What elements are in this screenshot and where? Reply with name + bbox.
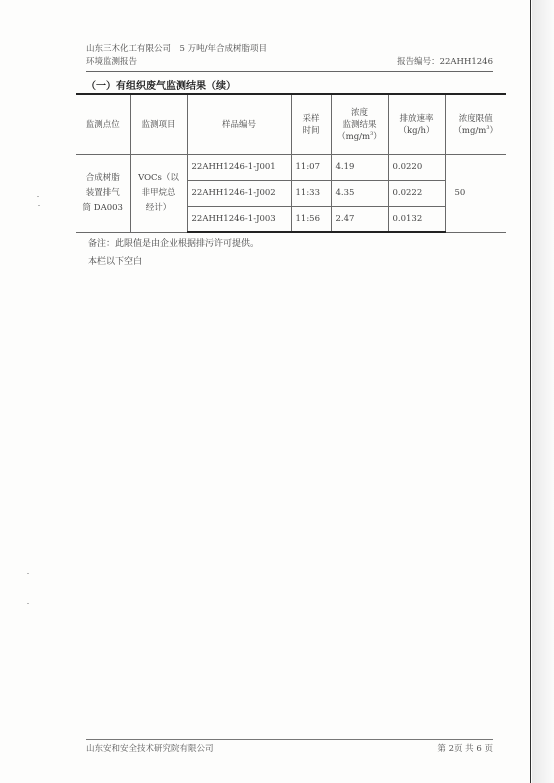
header-conc-sup: 3 — [370, 131, 374, 138]
header-limit-close: ） — [489, 126, 499, 137]
header-rate — [388, 95, 445, 154]
header-report-type: 环境监测报告 — [86, 57, 138, 67]
header-sample-no: 样品编号 — [187, 95, 291, 154]
header-conc-close: ） — [373, 132, 382, 143]
header-time-line1: 采样 — [302, 114, 320, 125]
item-line: VOCs（以 — [138, 172, 179, 183]
header-conc-unit-line — [336, 130, 384, 142]
header-limit-unit-line — [450, 124, 503, 136]
header-rule — [86, 71, 493, 72]
notes — [88, 235, 259, 271]
emission-rate-cell: 0.0222 — [388, 180, 445, 206]
header-row — [86, 56, 493, 69]
monitoring-item-cell — [130, 154, 187, 232]
concentration-cell: 2.47 — [331, 206, 388, 232]
header-rate-line1: 排放速率 — [399, 114, 434, 125]
header-item: 监测项目 — [130, 95, 187, 154]
header-point: 监测点位 — [76, 95, 130, 154]
header-limit-line1: 浓度限值 — [458, 114, 493, 125]
section-title: （一）有组织废气监测结果（续） — [86, 81, 236, 92]
point-line: 合成树脂 — [85, 172, 120, 183]
header-conc-unit: （mg/m — [337, 132, 371, 143]
sample-time-cell: 11:07 — [291, 154, 331, 180]
limit-cell: 50 — [445, 154, 506, 232]
header-rate-unit: （kg/h） — [398, 126, 435, 137]
monitoring-point-cell — [76, 154, 130, 232]
header-time — [291, 95, 331, 154]
page-header — [86, 43, 493, 69]
footer-page-number: 第 2页 共 6 页 — [437, 744, 493, 754]
header-report-number: 报告编号：22AHH1246 — [397, 57, 493, 67]
header-conc-line2: 监测结果 — [342, 120, 377, 131]
scan-speck — [27, 603, 29, 604]
page-footer — [86, 742, 493, 754]
page-edge-line — [530, 0, 531, 783]
item-line: 经计） — [145, 202, 172, 213]
point-line: 筒 DA003 — [82, 202, 123, 213]
emission-rate-cell: 0.0220 — [388, 154, 445, 180]
item-line: 非甲烷总 — [141, 187, 176, 198]
header-limit-sup: 3 — [486, 125, 490, 132]
page-edge-shadow — [532, 0, 554, 783]
footer-rule — [86, 739, 493, 740]
header-limit — [445, 95, 506, 154]
concentration-cell: 4.35 — [331, 180, 388, 206]
concentration-cell: 4.19 — [331, 154, 388, 180]
emission-rate-cell: 0.0132 — [388, 206, 445, 232]
table-header-row — [76, 95, 506, 154]
header-concentration — [331, 95, 388, 154]
sample-time-cell: 11:56 — [291, 206, 331, 232]
monitoring-results-table — [76, 95, 506, 233]
note-limit-source: 备注：此限值是由企业根据排污许可提供。 — [88, 239, 260, 249]
scan-speck — [37, 196, 39, 197]
header-time-line2: 时间 — [302, 126, 320, 137]
scan-speck — [38, 205, 40, 206]
sample-no-cell: 22AHH1246-1-J003 — [187, 206, 291, 232]
note-blank-below: 本栏以下空白 — [88, 257, 143, 267]
header-conc-line1: 浓度 — [350, 108, 368, 119]
header-limit-unit: （mg/m — [453, 126, 487, 137]
sample-no-cell: 22AHH1246-1-J001 — [187, 154, 291, 180]
sample-time-cell: 11:33 — [291, 180, 331, 206]
sample-no-cell: 22AHH1246-1-J002 — [187, 180, 291, 206]
point-line: 装置排气 — [85, 187, 120, 198]
scan-speck — [27, 573, 29, 574]
footer-institute: 山东安和安全技术研究院有限公司 — [86, 744, 214, 754]
table-row — [76, 154, 506, 180]
header-company-project: 山东三木化工有限公司 5 万吨/年合成树脂项目 — [86, 44, 267, 54]
